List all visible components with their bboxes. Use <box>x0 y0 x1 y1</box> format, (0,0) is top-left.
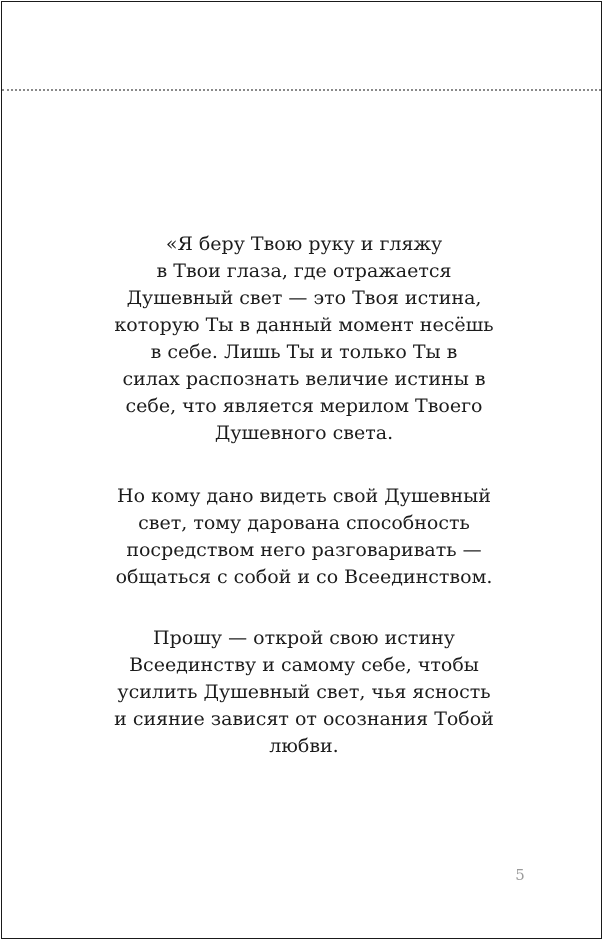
text-line: силах распознать величие истины в <box>122 368 486 390</box>
text-line: общаться с собой и со Всеединством. <box>115 566 493 588</box>
text-line: которую Ты в данный момент несёшь <box>114 314 494 336</box>
book-page <box>1 1 602 939</box>
text-line: и сияние зависят от осознания Тобой <box>114 708 494 730</box>
dotted-divider <box>2 89 601 91</box>
text-line: себе, что является мерилом Твоего <box>125 395 483 417</box>
paragraph-1 <box>62 231 546 447</box>
text-line: в себе. Лишь Ты и только Ты в <box>150 341 458 363</box>
text-line: в Твои глаза, где отражается <box>156 260 452 282</box>
text-line: усилить Душевный свет, чья ясность <box>117 681 491 703</box>
page-number: 5 <box>515 866 525 884</box>
text-line: любви. <box>269 735 339 757</box>
text-line: Душевный свет — это Твоя истина, <box>126 287 482 309</box>
text-line: посредством него разговаривать — <box>126 539 482 561</box>
text-line: Но кому дано видеть свой Душевный <box>117 485 491 507</box>
text-line: Прошу — открой свою истину <box>153 627 455 649</box>
text-line: свет, тому дарована способность <box>138 512 470 534</box>
paragraph-2 <box>62 483 546 591</box>
paragraph-3 <box>62 625 546 760</box>
text-line: Душевного света. <box>214 422 394 444</box>
text-line: «Я беру Твою руку и гляжу <box>165 233 443 255</box>
text-line: Всеединству и самому себе, чтобы <box>129 654 479 676</box>
